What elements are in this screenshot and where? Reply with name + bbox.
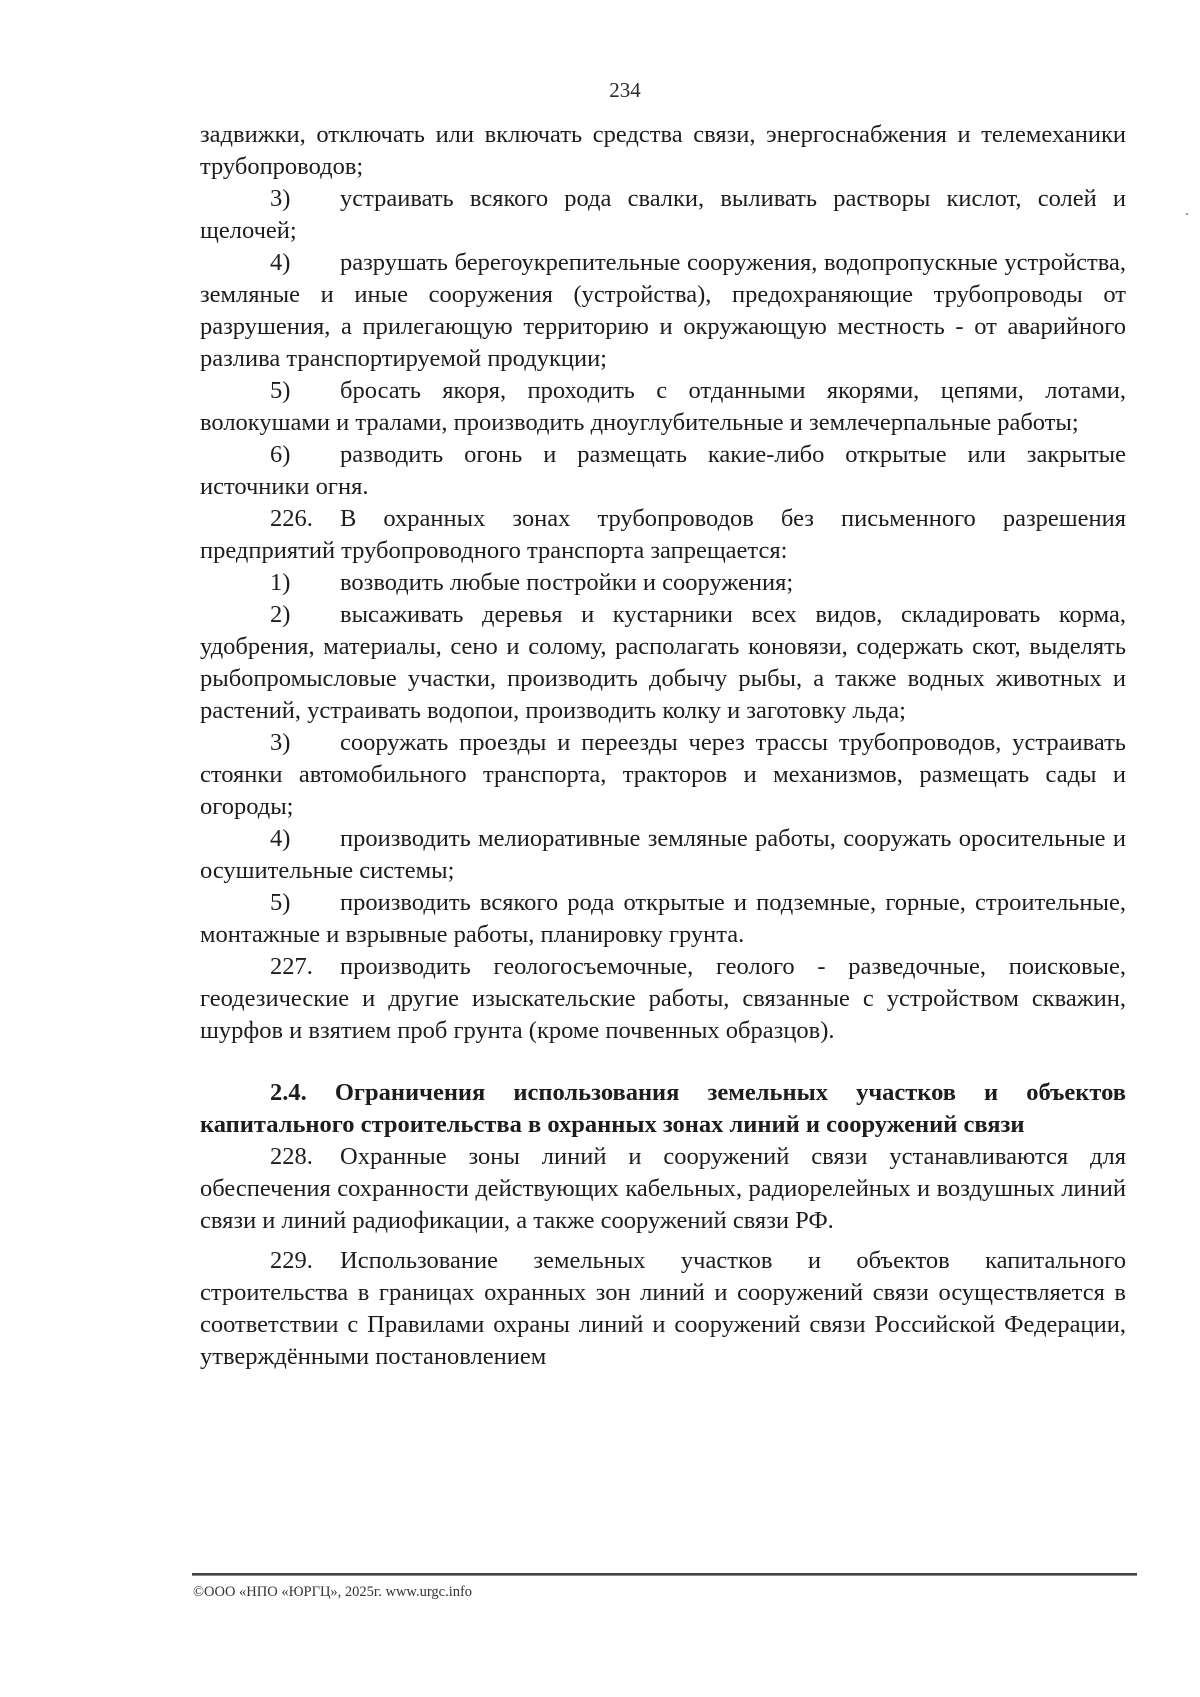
item-text: высаживать деревья и кустарники всех видов, складировать корма, удобрения, материалы, сено и солому, располагать коновязи, содержать скот, выделять рыбопромысловые участки, производить добычу рыбы, а также водных животных и растений, устраивать водопои, производить колку и заготовку льда; [200,601,1126,724]
list-item [200,567,1126,599]
paragraph-continuation [200,119,1126,183]
list-item [200,375,1126,439]
footer-divider [192,1573,1137,1576]
item-number: 4) [270,249,291,276]
item-number: 6) [270,441,291,468]
list-item [200,247,1126,375]
list-item [200,823,1126,887]
item-text: производить мелиоративные земляные работы, сооружать оросительные и осушительные системы; [200,825,1126,884]
item-text: возводить любые постройки и сооружения; [340,569,794,596]
clause-text: Использование земельных участков и объектов капитального строительства в границах охранных зон линий и сооружений связи осуществляется в соответствии с Правилами охраны линий и сооружений связи Российской Федерации, утверждёнными постановлением [200,1247,1126,1370]
list-item [200,727,1126,823]
item-number: 1) [270,569,291,596]
item-number: 5) [270,377,291,404]
clause [200,1141,1126,1237]
clause-text: В охранных зонах трубопроводов без письменного разрешения предприятий трубопроводного транспорта запрещается: [200,505,1126,564]
section-heading: 2.4. Ограничения использования земельных участков и объектов капитального строительства в охранных зонах линий и сооружений связи [200,1079,1126,1138]
item-text: разрушать берегоукрепительные сооружения, водопропускные устройства, земляные и иные сооружения (устройства), предохраняющие трубопроводы от разрушения, а прилегающую территорию и окружающую местность - от аварийного разлива транспортируемой продукции; [200,249,1126,372]
list-item [200,183,1126,247]
item-number: 3) [270,729,291,756]
clause-number: 226. [270,505,313,532]
page-number: 234 [609,78,641,102]
item-text: производить всякого рода открытые и подземные, горные, строительные, монтажные и взрывные работы, планировку грунта. [200,889,1126,948]
footer-copyright: ©ООО «НПО «ЮРГЦ», 2025г. www.urgc.info [193,1584,473,1600]
item-text: бросать якоря, проходить с отданными якорями, цепями, лотами, волокушами и тралами, производить дноуглубительные и землечерпальные работы; [200,377,1126,436]
clause-number: 229. [270,1247,313,1274]
list-item [200,439,1126,503]
clause-text: производить геологосъемочные, геолого - разведочные, поисковые, геодезические и другие изыскательские работы, связанные с устройством скважин, шурфов и взятием проб грунта (кроме почвенных образцов). [200,953,1126,1044]
item-number: 5) [270,889,291,916]
body-text [200,119,1126,1373]
clause [200,503,1126,567]
list-item [200,599,1126,727]
clause-text: Охранные зоны линий и сооружений связи устанавливаются для обеспечения сохранности действующих кабельных, радиорелейных и воздушных линий связи и линий радиофикации, а также сооружений связи РФ. [200,1143,1126,1234]
clause [200,1245,1126,1373]
item-number: 3) [270,185,291,212]
item-number: 4) [270,825,291,852]
clause [200,951,1126,1047]
scan-speck [1186,213,1188,215]
list-item [200,887,1126,951]
clause-number: 228. [270,1143,313,1170]
item-text: разводить огонь и размещать какие-либо открытые или закрытые источники огня. [200,441,1126,500]
item-number: 2) [270,601,291,628]
item-text: устраивать всякого рода свалки, выливать растворы кислот, солей и щелочей; [200,185,1126,244]
paragraph-text: задвижки, отключать или включать средства связи, энергоснабжения и телемеханики трубопроводов; [200,121,1126,180]
clause-number: 227. [270,953,313,980]
item-text: сооружать проезды и переезды через трассы трубопроводов, устраивать стоянки автомобильного транспорта, тракторов и механизмов, размещать сады и огороды; [200,729,1126,820]
